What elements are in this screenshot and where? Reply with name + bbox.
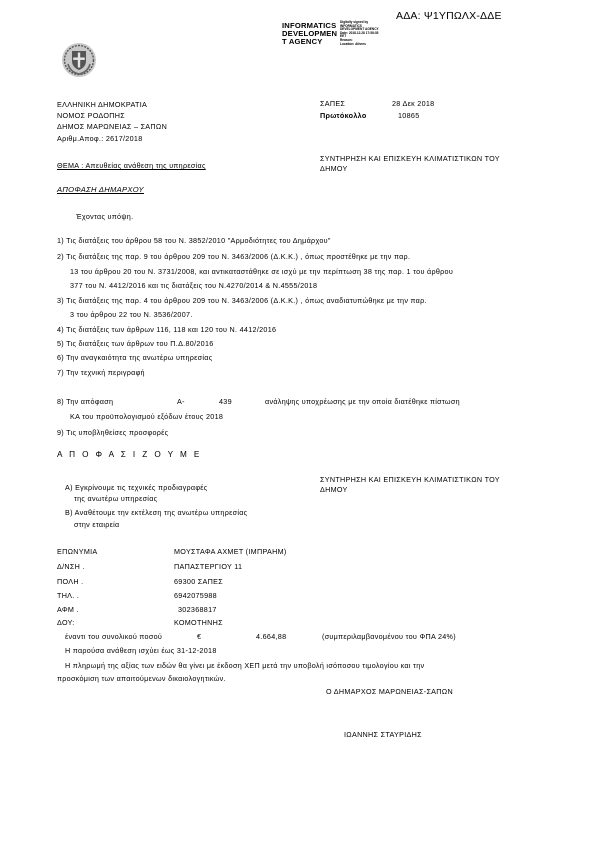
consideration-9: 9) Τις υποβληθείσες προσφορές — [57, 428, 169, 437]
commitment-series: Α- — [177, 397, 185, 406]
company-value: ΠΑΠΑΣΤΕΡΓΙΟΥ 11 — [174, 562, 243, 571]
vat-note: (συμπεριλαμβανομένου του ΦΠΑ 24%) — [322, 632, 456, 641]
company-value: 302368817 — [178, 605, 217, 614]
decide-heading: Α Π Ο Φ Α Σ Ι Ζ Ο Υ Μ Ε — [57, 450, 202, 459]
company-label: Δ/ΝΣΗ . — [57, 562, 85, 571]
consideration-3: 3) Τις διατάξεις της παρ. 4 του άρθρου 209 του Ν. 3463/2006 (Δ.Κ.Κ.) , όπως αναδιατυπώθηκε με την παρ. — [57, 296, 427, 305]
stamp-line: DEVELOPMEN — [282, 29, 338, 38]
signature-detail: Location: Athens — [340, 41, 366, 46]
decision-b: Β) Αναθέτουμε την εκτέλεση της ανωτέρω υπηρεσίας — [65, 508, 248, 517]
company-value: 6942075988 — [174, 591, 217, 600]
issuer-line: ΔΗΜΟΣ ΜΑΡΩΝΕΙΑΣ – ΣΑΠΩΝ — [57, 122, 168, 132]
commitment-text: ανάληψης υποχρέωσης με την οποία διατέθηκε πίστωση — [265, 397, 460, 406]
signer-name: ΙΩΑΝΝΗΣ ΣΤΑΥΡΙΔΗΣ — [344, 730, 422, 739]
service-line: ΣΥΝΤΗΡΗΣΗ ΚΑΙ ΕΠΙΣΚΕΥΗ ΚΛΙΜΑΤΙΣΤΙΚΩΝ ΤΟΥ — [320, 154, 500, 163]
place-label: ΣΑΠΕΣ — [320, 99, 346, 108]
decision-a-cont: της ανωτέρω υπηρεσίας — [74, 494, 158, 503]
amount-value: 4.664,88 — [256, 632, 287, 641]
consideration-2: 2) Τις διατάξεις της παρ. 9 του άρθρου 209 του Ν. 3463/2006 (Δ.Κ.Κ.) , όπως προστέθηκε με την παρ. — [57, 252, 411, 261]
decision-a: Α) Εγκρίνουμε τις τεχνικές προδιαγραφές — [65, 483, 208, 492]
document-date: 28 Δεκ 2018 — [392, 99, 435, 108]
ada-code: ΑΔΑ: Ψ1ΥΠΩΛΧ-ΔΔΕ — [396, 10, 502, 22]
consideration-3-cont: 3 του άρθρου 22 του Ν. 3536/2007. — [70, 310, 193, 319]
decision-b-cont: στην εταιρεία — [74, 520, 120, 529]
decision-number: Αριθμ.Αποφ.: 2617/2018 — [57, 133, 143, 143]
consideration-8: 8) Την απόφαση — [57, 397, 114, 406]
signer-title: Ο ΔΗΜΑΡΧΟΣ ΜΑΡΩΝΕΙΑΣ-ΣΑΠΩΝ — [326, 687, 453, 696]
stamp-line: T AGENCY — [282, 37, 323, 46]
payment-line: Η πληρωμή της αξίας των ειδών θα γίνει με έκδοση ΧΕΠ μετά την υποβολή ισόποσου τιμολογίου και την — [65, 661, 425, 670]
having-regard: Έχοντας υπόψη. — [76, 212, 134, 221]
signature-detail: DEVELOPMENT AGENCY — [340, 27, 379, 32]
currency-symbol: € — [197, 632, 202, 641]
subject-service — [320, 154, 500, 174]
company-label: ΠΟΛΗ . — [57, 577, 84, 586]
payment-line-cont: προσκόμιση των απαιτούμενων δικαιολογητικών. — [57, 674, 226, 683]
protocol-number: 10865 — [398, 111, 420, 120]
subject-line: ΘΕΜΑ : Απευθείας ανάθεση της υπηρεσίας — [57, 161, 206, 170]
protocol-label: Πρωτόκολλο — [320, 111, 367, 120]
consideration-1: 1) Τις διατάξεις του άρθρου 58 του Ν. 3852/2010 "Αρμοδιότητες του Δημάρχου" — [57, 236, 331, 245]
company-label: ΑΦΜ . — [57, 605, 79, 614]
signature-detail: Reason: — [340, 37, 353, 42]
signature-detail: Digitally signed by — [340, 20, 369, 24]
company-value: ΚΟΜΟΤΗΝΗΣ — [174, 618, 223, 627]
company-value: ΜΟΥΣΤΑΦΑ ΑΧΜΕΤ (ΙΜΠΡΑΗΜ) — [174, 547, 287, 556]
validity-line: Η παρούσα ανάθεση ισχύει έως 31-12-2018 — [65, 646, 217, 655]
company-label: ΕΠΩΝΥΜΙΑ — [57, 547, 98, 556]
signature-detail: EET — [340, 34, 347, 39]
service-line: ΔΗΜΟΥ — [320, 164, 348, 173]
issuer-block — [57, 99, 167, 144]
consideration-6: 6) Την αναγκαιότητα της ανωτέρω υπηρεσίας — [57, 353, 213, 362]
commitment-number: 439 — [219, 397, 232, 406]
budget-line: ΚΑ του προϋπολογισμού εξόδων έτους 2018 — [70, 412, 224, 421]
service-line: ΣΥΝΤΗΡΗΣΗ ΚΑΙ ΕΠΙΣΚΕΥΗ ΚΛΙΜΑΤΙΣΤΙΚΩΝ ΤΟΥ — [320, 475, 500, 484]
stamp-line: INFORMATICS — [282, 21, 337, 30]
consideration-2-cont: 377 του Ν. 4412/2016 και τις διατάξεις του Ν.4270/2014 & Ν.4555/2018 — [70, 281, 318, 290]
signature-details — [340, 21, 379, 46]
consideration-4: 4) Τις διατάξεις των άρθρων 116, 118 και 120 του Ν. 4412/2016 — [57, 325, 277, 334]
company-value: 69300 ΣΑΠΕΣ — [174, 577, 223, 586]
signature-detail: INFORMATICS — [340, 23, 362, 28]
service-line: ΔΗΜΟΥ — [320, 485, 348, 494]
amount-text: έναντι του συνολικού ποσού — [65, 632, 163, 641]
company-label: ΔΟΥ: — [57, 618, 75, 627]
digital-signature-stamp — [282, 22, 337, 46]
decide-service — [320, 475, 500, 495]
company-label: ΤΗΛ. . — [57, 591, 80, 600]
issuer-line: ΕΛΛΗΝΙΚΗ ΔΗΜΟΚΡΑΤΙΑ — [57, 100, 148, 109]
decision-title: ΑΠΟΦΑΣΗ ΔΗΜΑΡΧΟΥ — [57, 185, 144, 194]
consideration-7: 7) Την τεχνική περιγραφή — [57, 368, 145, 377]
consideration-2-cont: 13 του άρθρου 20 του Ν. 3731/2008, και αντικαταστάθηκε σε ισχύ με την περίπτωση 38 της παρ. 1 του άρθρου — [70, 267, 454, 276]
consideration-5: 5) Τις διατάξεις των άρθρων του Π.Δ.80/2016 — [57, 339, 214, 348]
signature-detail: Date: 2018.12.28 17:58:35 — [340, 30, 379, 35]
greek-emblem-icon — [61, 42, 97, 83]
issuer-line: ΝΟΜΟΣ ΡΟΔΟΠΗΣ — [57, 111, 125, 121]
